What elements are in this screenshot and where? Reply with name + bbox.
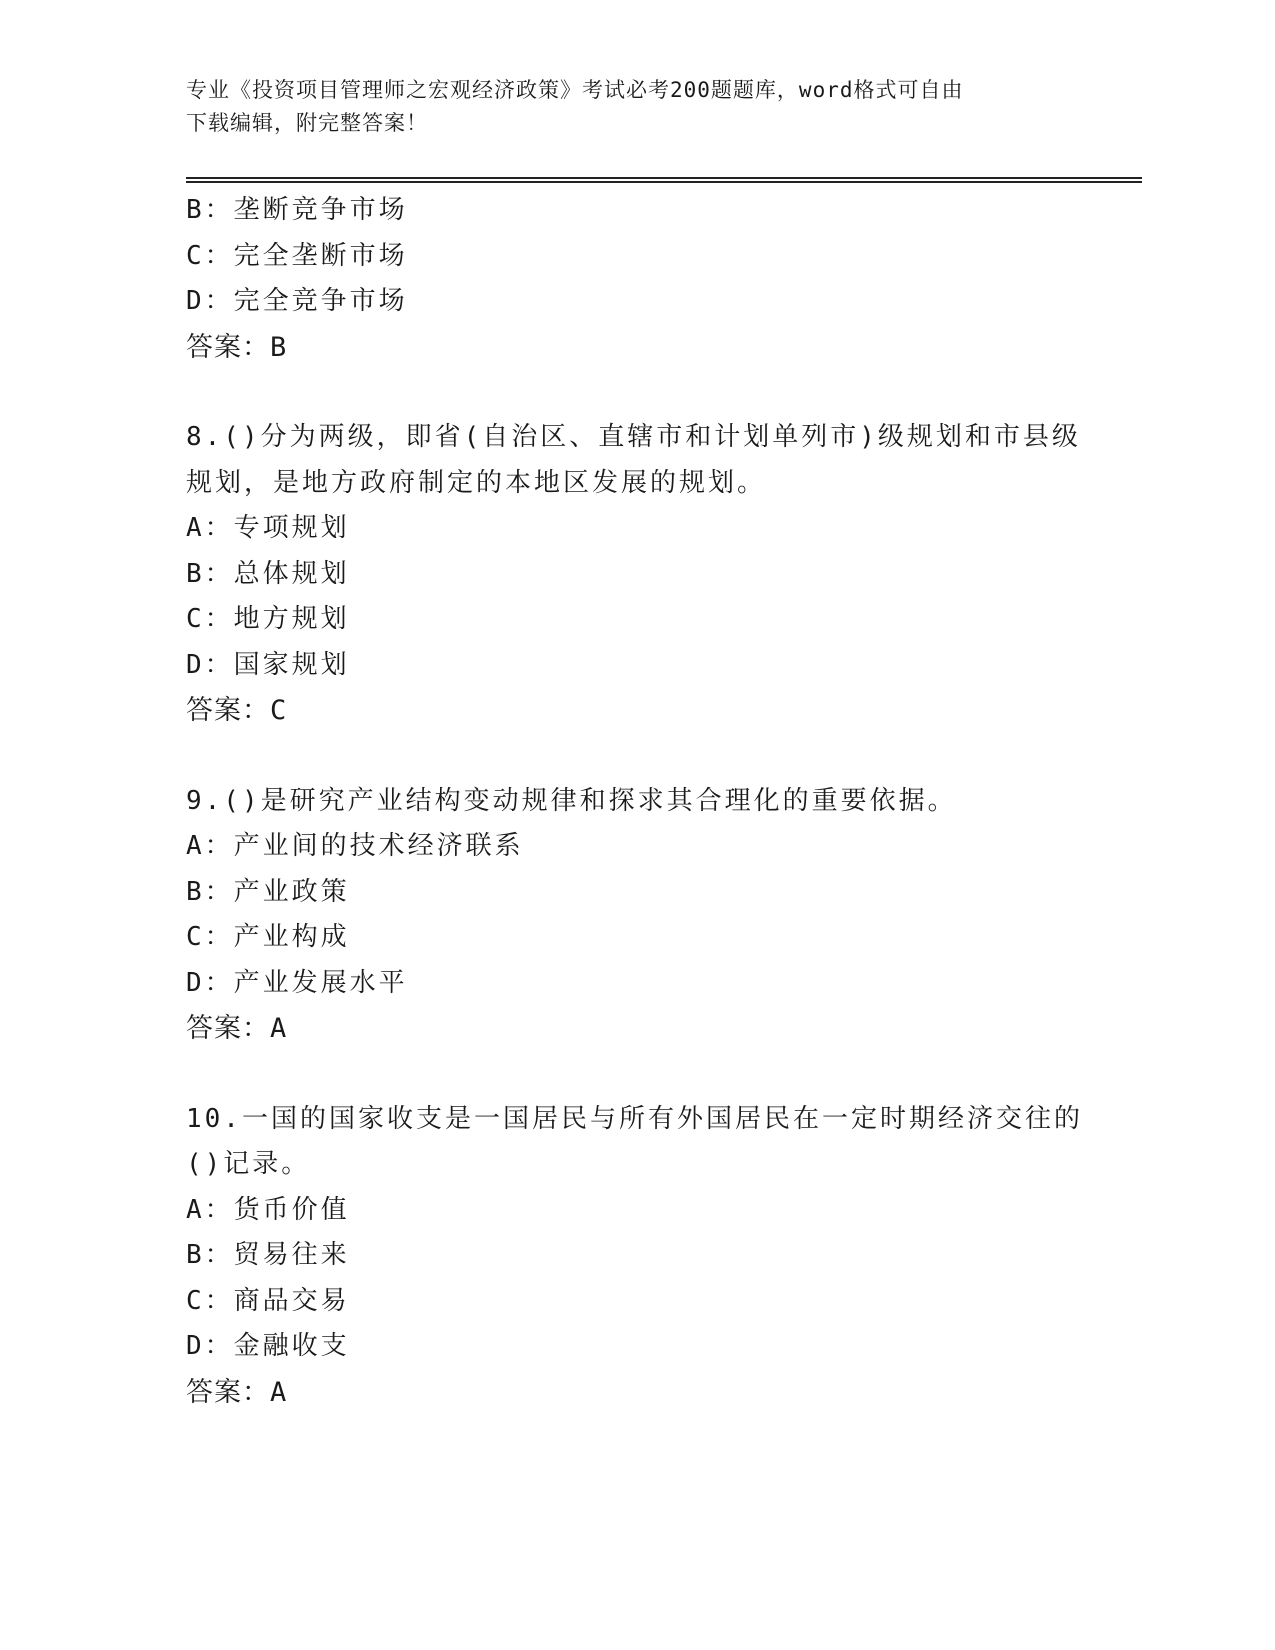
option-d: D：产业发展水平 — [186, 967, 408, 998]
option-a: A：货币价值 — [186, 1194, 350, 1225]
question-stem-line: 10.一国的国家收支是一国居民与所有外国居民在一定时期经济交往的 — [186, 1103, 1083, 1134]
header-rule-bottom — [186, 181, 1142, 183]
question-stem-line: ()记录。 — [186, 1149, 311, 1179]
option-d: D：金融收支 — [186, 1331, 350, 1361]
option-b: B：垄断竞争市场 — [186, 195, 408, 225]
document-header — [186, 74, 1076, 140]
answer: 答案：C — [186, 695, 288, 726]
option-c: C：地方规划 — [186, 604, 350, 634]
option-c: C：完全垄断市场 — [186, 240, 408, 271]
question-8 — [186, 415, 1086, 734]
answer: 答案：A — [186, 1376, 288, 1408]
question-continued — [186, 188, 1086, 370]
question-9 — [186, 779, 1086, 1052]
question-stem-line: 规划，是地方政府制定的本地区发展的规划。 — [186, 467, 767, 498]
option-b: B：总体规划 — [186, 558, 350, 589]
option-a: A：产业间的技术经济联系 — [186, 831, 524, 861]
document-body — [186, 188, 1086, 1415]
question-10 — [186, 1097, 1086, 1416]
option-d: D：国家规划 — [186, 649, 350, 680]
question-stem-line: 9.()是研究产业结构变动规律和探求其合理化的重要依据。 — [186, 785, 957, 816]
option-c: C：产业构成 — [186, 922, 350, 952]
answer: 答案：B — [186, 331, 288, 363]
header-line-1: 专业《投资项目管理师之宏观经济政策》考试必考200题题库，word格式可自由 — [186, 78, 964, 102]
answer: 答案：A — [186, 1013, 288, 1044]
option-a: A：专项规划 — [186, 513, 350, 543]
option-c: C：商品交易 — [186, 1285, 350, 1316]
option-d: D：完全竞争市场 — [186, 286, 408, 316]
option-b: B：产业政策 — [186, 876, 350, 907]
header-line-2: 下载编辑，附完整答案！ — [186, 111, 428, 135]
option-b: B：贸易往来 — [186, 1240, 350, 1270]
header-rule-top — [186, 177, 1142, 179]
question-stem-line: 8.()分为两级，即省(自治区、直辖市和计划单列市)级规划和市县级 — [186, 422, 1081, 452]
